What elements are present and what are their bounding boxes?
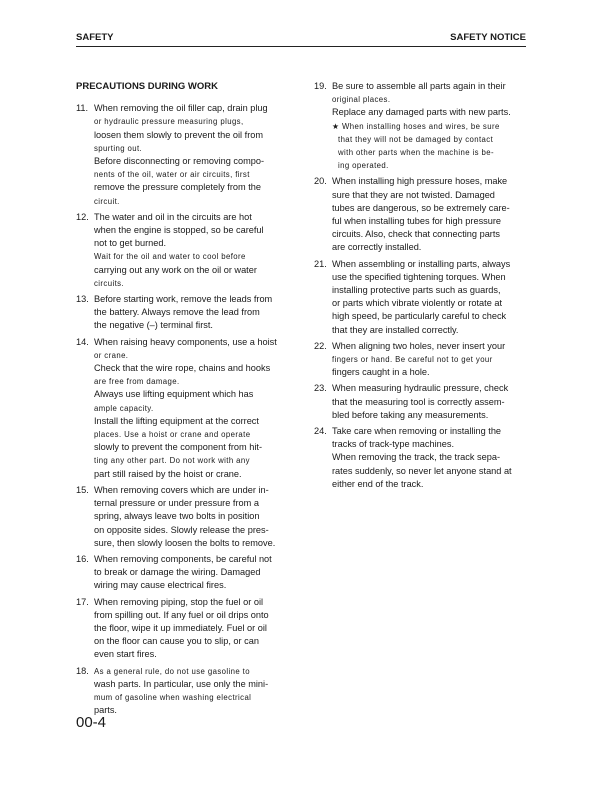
item-body bbox=[94, 211, 294, 290]
item-line: are correctly installed. bbox=[332, 242, 422, 253]
item-line: the battery. Always remove the lead from bbox=[94, 307, 260, 318]
item-number: 20. bbox=[314, 176, 327, 187]
item-body bbox=[94, 102, 294, 208]
item-line: circuits. bbox=[94, 278, 125, 288]
item-body bbox=[332, 80, 526, 172]
item-number: 19. bbox=[314, 81, 327, 91]
item-line: original places. bbox=[332, 95, 391, 105]
item-line: either end of the track. bbox=[332, 478, 424, 489]
item-number: 14. bbox=[76, 336, 89, 347]
item-line: parts. bbox=[94, 705, 117, 716]
item-line: to break or damage the wiring. Damaged bbox=[94, 567, 261, 578]
item-body bbox=[332, 258, 526, 337]
item-line: Before disconnecting or removing compo- bbox=[94, 156, 265, 167]
item-line: or parts which vibrate violently or rotate at bbox=[332, 298, 503, 309]
item-number: 17. bbox=[76, 596, 89, 607]
item-line: Be sure to assemble all parts again in their bbox=[332, 81, 506, 91]
item-line: tubes are dangerous, so be extremely care- bbox=[332, 202, 510, 213]
list-item bbox=[76, 665, 294, 718]
item-line: even start fires. bbox=[94, 649, 157, 660]
item-line: When removing the oil filler cap, drain plug bbox=[94, 103, 268, 114]
item-line: ting any other part. Do not work with any bbox=[94, 456, 250, 466]
list-item bbox=[314, 258, 526, 337]
item-line: or hydraulic pressure measuring plugs, bbox=[94, 117, 244, 127]
item-number: 15. bbox=[76, 484, 89, 495]
item-line: places. Use a hoist or crane and operate bbox=[94, 430, 251, 440]
page-header bbox=[76, 30, 526, 47]
item-line: sure that they are not twisted. Damaged bbox=[332, 189, 495, 200]
item-line: use the specified tightening torques. When bbox=[332, 271, 506, 282]
item-line: loosen them slowly to prevent the oil from bbox=[94, 129, 264, 140]
list-item bbox=[314, 340, 526, 380]
item-line: Check that the wire rope, chains and hooks bbox=[94, 363, 271, 374]
item-line: carrying out any work on the oil or water bbox=[94, 264, 257, 275]
item-line: that the measuring tool is correctly assem- bbox=[332, 396, 505, 407]
section-title: PRECAUTIONS DURING WORK bbox=[76, 81, 218, 92]
item-line: ★ When installing hoses and wires, be sure bbox=[332, 121, 500, 131]
item-line: When measuring hydraulic pressure, check bbox=[332, 383, 509, 394]
item-line: When aligning two holes, never insert your bbox=[332, 340, 506, 351]
item-line: the negative (–) terminal first. bbox=[94, 320, 213, 331]
item-line: ful when installing tubes for high pressure bbox=[332, 216, 502, 227]
item-line: part still raised by the hoist or crane. bbox=[94, 468, 242, 479]
item-number: 22. bbox=[314, 340, 327, 351]
list-item bbox=[76, 596, 294, 662]
list-item bbox=[314, 175, 526, 254]
list-item bbox=[76, 102, 294, 208]
item-line: circuits. Also, check that connecting parts bbox=[332, 229, 501, 240]
item-body bbox=[94, 336, 294, 481]
item-line: circuit. bbox=[94, 196, 120, 206]
list-item bbox=[314, 382, 526, 422]
item-line: from spilling out. If any fuel or oil drips onto bbox=[94, 609, 269, 620]
item-line: Install the lifting equipment at the correct bbox=[94, 415, 259, 426]
item-line: Always use lifting equipment which has bbox=[94, 389, 254, 400]
page-number: 00-4 bbox=[76, 714, 107, 731]
item-line: When installing high pressure hoses, make bbox=[332, 176, 508, 187]
item-line: The water and oil in the circuits are hot bbox=[94, 211, 252, 222]
item-line: As a general rule, do not use gasoline to bbox=[94, 666, 250, 676]
item-body bbox=[94, 665, 294, 718]
item-line: not to get burned. bbox=[94, 238, 167, 249]
item-body bbox=[94, 293, 294, 333]
item-line: wiring may cause electrical fires. bbox=[94, 580, 227, 591]
item-line: Before starting work, remove the leads from bbox=[94, 294, 273, 305]
item-line: are free from damage. bbox=[94, 377, 180, 387]
item-body bbox=[94, 553, 294, 593]
item-line: Replace any damaged parts with new parts. bbox=[332, 107, 511, 118]
list-item bbox=[314, 425, 526, 491]
item-line: mum of gasoline when washing electrical bbox=[94, 692, 252, 702]
list-item bbox=[76, 211, 294, 290]
item-number: 16. bbox=[76, 553, 89, 564]
item-line: nents of the oil, water or air circuits, first bbox=[94, 170, 250, 180]
header-title: SAFETY NOTICE bbox=[450, 32, 526, 43]
list-item bbox=[76, 336, 294, 481]
item-number: 24. bbox=[314, 426, 327, 437]
item-body bbox=[332, 175, 526, 254]
item-line: ternal pressure or under pressure from a bbox=[94, 498, 259, 509]
item-line: ample capacity. bbox=[94, 403, 154, 413]
item-line: or crane. bbox=[94, 350, 129, 360]
item-line: Wait for the oil and water to cool before bbox=[94, 252, 246, 262]
header-section: SAFETY bbox=[76, 32, 114, 43]
item-line: remove the pressure completely from the bbox=[94, 182, 261, 193]
item-line: high speed, be particularly careful to check bbox=[332, 311, 507, 322]
item-line: Take care when removing or installing the bbox=[332, 426, 502, 437]
item-line: wash parts. In particular, use only the mini- bbox=[94, 678, 269, 689]
item-body bbox=[332, 340, 526, 380]
item-line: the floor, wipe it up immediately. Fuel or oil bbox=[94, 622, 267, 633]
item-body bbox=[332, 425, 526, 491]
item-line: spring, always leave two bolts in position bbox=[94, 511, 260, 522]
item-line: on the floor can cause you to slip, or can bbox=[94, 636, 259, 647]
item-line: with other parts when the machine is be- bbox=[338, 148, 494, 158]
item-line: fingers caught in a hole. bbox=[332, 367, 430, 378]
item-line: when the engine is stopped, so be careful bbox=[94, 225, 264, 236]
item-line: When removing the track, the track sepa- bbox=[332, 452, 500, 463]
item-line: bled before taking any measurements. bbox=[332, 409, 489, 420]
item-line: When removing components, be careful not bbox=[94, 553, 272, 564]
item-line: that they are installed correctly. bbox=[332, 324, 459, 335]
item-body bbox=[332, 382, 526, 422]
item-body bbox=[94, 484, 294, 550]
item-number: 18. bbox=[76, 665, 89, 676]
item-line: that they will not be damaged by contact bbox=[338, 134, 494, 144]
item-line: on opposite sides. Slowly release the pres- bbox=[94, 524, 269, 535]
list-item bbox=[314, 80, 526, 172]
item-number: 21. bbox=[314, 258, 327, 269]
item-line: slowly to prevent the component from hit- bbox=[94, 442, 263, 453]
item-number: 13. bbox=[76, 294, 89, 305]
item-number: 12. bbox=[76, 211, 89, 222]
item-number: 11. bbox=[76, 103, 89, 114]
item-line: When assembling or installing parts, always bbox=[332, 258, 511, 269]
item-body bbox=[94, 596, 294, 662]
item-line: When removing covers which are under in- bbox=[94, 484, 269, 495]
list-item bbox=[76, 553, 294, 593]
item-number: 23. bbox=[314, 383, 327, 394]
item-line: When raising heavy components, use a hoist bbox=[94, 336, 277, 347]
item-line: sure, then slowly loosen the bolts to remove. bbox=[94, 537, 276, 548]
item-line: tracks of track-type machines. bbox=[332, 439, 455, 450]
item-line: fingers or hand. Be careful not to get your bbox=[332, 355, 493, 365]
left-column bbox=[76, 80, 294, 720]
item-line: installing protective parts such as guards, bbox=[332, 285, 501, 296]
item-line: ing operated. bbox=[338, 161, 389, 171]
list-item bbox=[76, 484, 294, 550]
item-line: rates suddenly, so never let anyone stand at bbox=[332, 465, 512, 476]
item-line: When removing piping, stop the fuel or oil bbox=[94, 596, 264, 607]
right-column bbox=[314, 80, 526, 494]
list-item bbox=[76, 293, 294, 333]
item-line: spurting out. bbox=[94, 143, 143, 153]
